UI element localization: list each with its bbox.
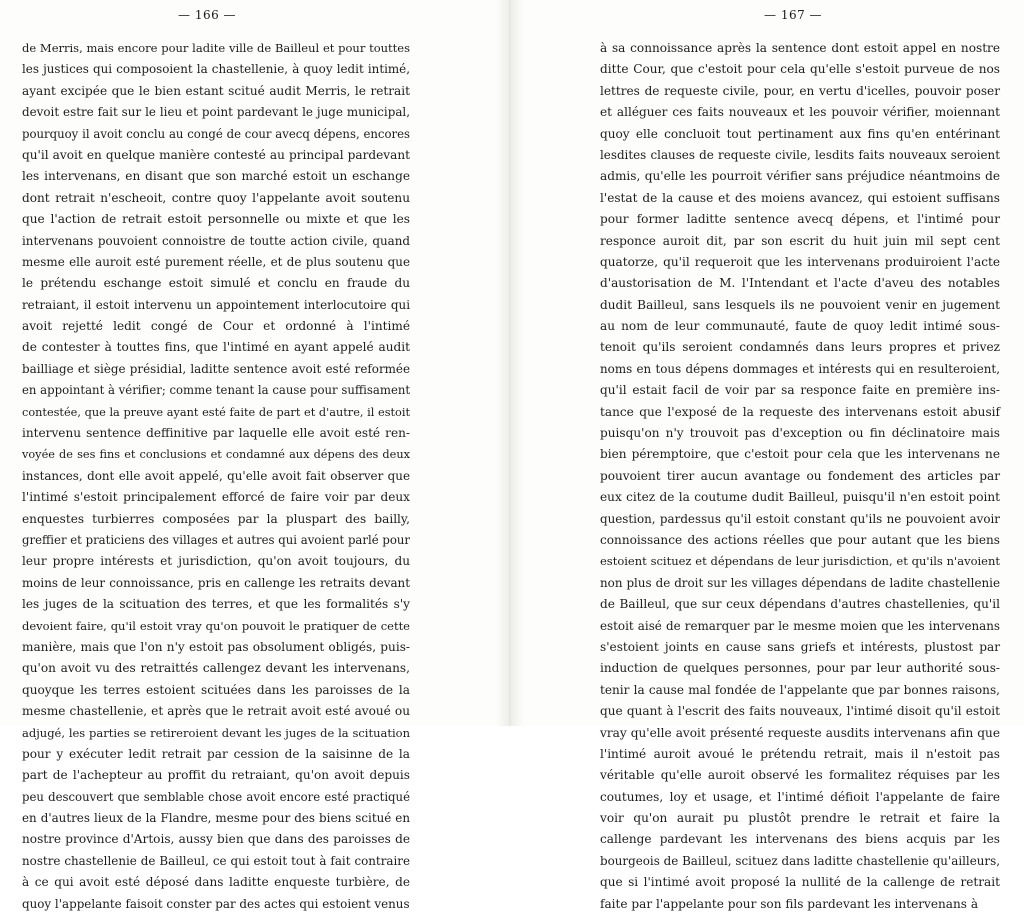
- text-line: leur propre intérests et jurisdiction, qu'on avoit toujours, du: [22, 554, 410, 569]
- text-line: véritable qu'elle auroit observé les formalitez réquises par les: [600, 768, 1000, 783]
- text-line: avoit rejetté ledit congé de Cour et ordonné à l'intimé: [22, 319, 410, 334]
- text-line: qu'il avoit en quelque manière contesté au principal pardevant: [22, 147, 410, 162]
- text-line: voyée de ses fins et conclusions et condamné aux dépens des deux: [22, 448, 410, 462]
- text-line: retraiant, il estoit intervenu un appointement interlocutoire qui: [22, 297, 410, 312]
- text-line: tenoit qu'ils seroient condamnés dans leurs propres et privez: [600, 340, 1000, 355]
- text-line: intervenu sentence deffinitive par laquelle elle avoit esté ren-: [22, 426, 410, 441]
- text-line: bourgeois de Bailleul, scituez dans laditte chastellenie qu'ailleurs,: [600, 853, 1000, 868]
- text-line: callenge pardevant les intervenans des biens acquis par les: [600, 832, 1000, 847]
- text-line: l'intimé s'estoit principalement efforcé de faire voir par deux: [22, 490, 410, 505]
- text-line: de Merris, mais encore pour ladite ville de Bailleul et pour touttes: [22, 41, 410, 55]
- text-line: s'estoient joints en cause sans griefs et intérests, plustost par: [600, 639, 1000, 654]
- text-line: quoyque les terres estoient scituées dans les paroisses de la: [22, 682, 410, 697]
- text-line: greffier et praticiens des villages et autres qui avoient parlé pour: [22, 532, 410, 547]
- text-line: devoient faire, qu'il estoit vray qu'on pouvoit le pratiquer de cette: [22, 618, 410, 633]
- left-page-number: — 166 —: [178, 8, 237, 22]
- text-line: mesme chastellenie, et après que le retrait avoit esté avoué ou: [22, 704, 410, 719]
- text-line: quoy l'appelante faisoit conster par des actes qui estoient venus: [22, 896, 410, 911]
- text-line: que l'action de retrait estoit personnelle ou mixte et que les: [22, 212, 410, 227]
- text-line: part de l'achepteur au proffit du retraiant, qu'on avoit depuis: [22, 768, 410, 783]
- text-line: vray qu'elle avoit présenté requeste ausdits intervenans afin que: [600, 725, 1000, 740]
- text-line: eux citez de la coutume dudit Bailleul, puisqu'il n'en estoit point: [600, 490, 1000, 505]
- text-line: non plus de droit sur les villages dépendans de ladite chastellenie: [600, 575, 1000, 590]
- text-line: induction de quelques personnes, pour par leur authorité sous-: [600, 661, 1000, 676]
- text-line: à sa connoissance après la sentence dont estoit appel en nostre: [600, 41, 1000, 55]
- text-line: connoissance des actions réelles que pour autant que les biens: [600, 532, 1000, 547]
- text-line: l'estat de la cause et des moiens avancez, qui estoient suffisans: [600, 190, 1000, 205]
- text-line: qu'on avoit vu des retraittés callengez devant les intervenans,: [22, 661, 410, 676]
- right-page-number: — 167 —: [764, 8, 823, 22]
- text-line: pourquoy il avoit conclu au congé de cour avecq dépens, encores: [22, 126, 410, 141]
- text-line: de contester à touttes fins, que l'intimé en ayant appelé audit: [22, 340, 410, 355]
- text-line: pour y exécuter ledit retrait par cession de la saisinne de la: [22, 746, 410, 761]
- text-line: bien péremptoire, que c'estoit pour cela que les intervenans ne: [600, 447, 1000, 462]
- text-line: quatorze, qu'il requeroit que les intervenans produiroient l'acte: [600, 254, 1000, 269]
- text-line: en d'autres lieux de la Flandre, mesme pour des biens scitué en: [22, 811, 410, 826]
- text-line: estoit aisé de remarquer par le mesme moien que les intervenans: [600, 618, 1000, 633]
- text-line: tenir la cause mal fondée de l'appelante que par bonnes raisons,: [600, 682, 1000, 697]
- text-line: peu descouvert que semblable chose avoit encore esté practiqué: [22, 789, 410, 804]
- text-line: pouvoient tirer aucun avantage ou fondement des articles par: [600, 468, 1000, 483]
- text-line: faite par l'appelante pour son fils pardevant les intervenans à: [600, 896, 979, 911]
- text-line: contestée, que la preuve ayant esté faite de part et d'autre, il estoit: [22, 405, 410, 419]
- text-line: nostre chastellenie de Bailleul, ce qui estoit tout à fait contraire: [22, 853, 410, 868]
- text-line: quoy elle concluoit tout pertinament aux fins qu'en entérinant: [600, 126, 1000, 141]
- text-line: dont retrait n'escheoit, contre quoy l'appelante avoit soutenu: [22, 190, 410, 205]
- text-line: les juges de la scituation des terres, et que les formalités s'y: [22, 597, 410, 612]
- text-line: admis, qu'elle les pourroit vérifier sans préjudice néantmoins de: [600, 169, 1000, 184]
- text-line: mesme elle auroit esté purement réelle, et de plus soutenu que: [22, 254, 410, 269]
- text-line: que quant à l'escrit des faits nouveaux, l'intimé disoit qu'il estoit: [600, 704, 1000, 719]
- text-line: estoient scituez et dépendans de leur jurisdiction, et qu'ils n'avoient: [600, 554, 1000, 569]
- text-line: nostre province d'Artois, aussy bien que dans des paroisses de: [22, 832, 410, 847]
- text-line: responce auroit dit, par son escrit du huit juin mil sept cent: [600, 233, 1000, 248]
- text-line: manière, mais que l'on n'y estoit pas obsolument obligés, puis-: [22, 639, 410, 654]
- text-line: en appointant à vérifier; comme tenant la cause pour suffisament: [22, 383, 411, 398]
- text-line: bailliage et siège présidial, laditte sentence avoit esté reformée: [22, 361, 410, 376]
- text-line: que si l'intimé avoit proposé la nullité de la callenge de retrait: [600, 875, 1000, 890]
- text-line: ditte Cour, que c'estoit pour cela qu'elle s'estoit purveue de nos: [600, 62, 1000, 77]
- text-line: lesdites clauses de requeste civile, lesdits faits nouveaux seroient: [600, 147, 1000, 162]
- text-line: enquestes turbierres composées par la pluspart des bailly,: [22, 511, 410, 526]
- text-line: dudit Bailleul, sans lesquels ils ne pouvoient venir en jugement: [600, 297, 1000, 312]
- text-line: et alléguer ces faits nouveaux et les pouvoir vérifier, moiennant: [600, 105, 1000, 120]
- text-line: de Bailleul, que sur ceux dépendans d'autres chastellenies, qu'il: [600, 597, 1000, 612]
- text-line: lettres de requeste civile, pour, en vertu d'icelles, pouvoir poser: [600, 83, 1000, 98]
- text-line: pour former laditte sentence avecq dépens, et l'intimé pour: [600, 212, 1000, 227]
- text-line: d'austorisation de M. l'Intendant et l'acte d'aveu des notables: [600, 276, 1000, 291]
- text-line: qu'il estait facil de voir par sa responce faite en première ins-: [600, 383, 1000, 398]
- text-line: au nom de leur communauté, faute de quoy ledit intimé sous-: [600, 319, 1000, 334]
- text-line: puisqu'on n'y trouvoit pas d'exception ou fin déclinatoire mais: [600, 426, 1000, 441]
- text-line: le prétendu eschange estoit simulé et conclu en fraude du: [22, 276, 410, 291]
- text-line: question, pardessus qu'il estoit constant qu'ils ne pouvoient avoir: [600, 511, 1000, 526]
- text-line: les intervenans, en disant que son marché estoit un eschange: [22, 169, 410, 184]
- text-line: l'intimé auroit avoué le prétendu retrait, mais il n'estoit pas: [600, 746, 1000, 761]
- right-page: [520, 0, 1024, 911]
- right-page-text: [600, 38, 1000, 915]
- text-line: coutumes, loy et usage, et l'intimé défioit l'appelante de faire: [600, 789, 1000, 804]
- text-line: voir qu'on aurait pu plustôt prendre le retrait et faire la: [600, 811, 1000, 826]
- text-line: adjugé, les parties se retireroient devant les juges de la scituation: [22, 725, 410, 740]
- text-line: les justices qui composoient la chastellenie, à quoy ledit intimé,: [22, 62, 410, 77]
- text-line: instances, dont elle avoit appelé, qu'elle avoit fait observer que: [22, 468, 410, 483]
- text-line: noms en tous dépens dommages et intérests qui en resulteroient,: [600, 361, 1000, 376]
- text-line: ayant excipée que le bien estant scitué audit Merris, le retrait: [22, 83, 410, 98]
- text-line: à ce qui avoit esté déposé dans laditte enqueste turbière, de: [22, 875, 410, 890]
- text-line: intervenans pouvoient connoistre de toutte action civile, quand: [22, 233, 410, 248]
- text-line: moins de leur connoissance, pris en callenge les retraits devant: [22, 575, 410, 590]
- left-page: [0, 0, 500, 911]
- text-line: devoit estre fait sur le lieu et point pardevant le juge municipal,: [22, 105, 410, 120]
- text-line: tance que l'exposé de la requeste des intervenans estoit abusif: [600, 404, 1000, 419]
- left-page-text: [22, 38, 410, 915]
